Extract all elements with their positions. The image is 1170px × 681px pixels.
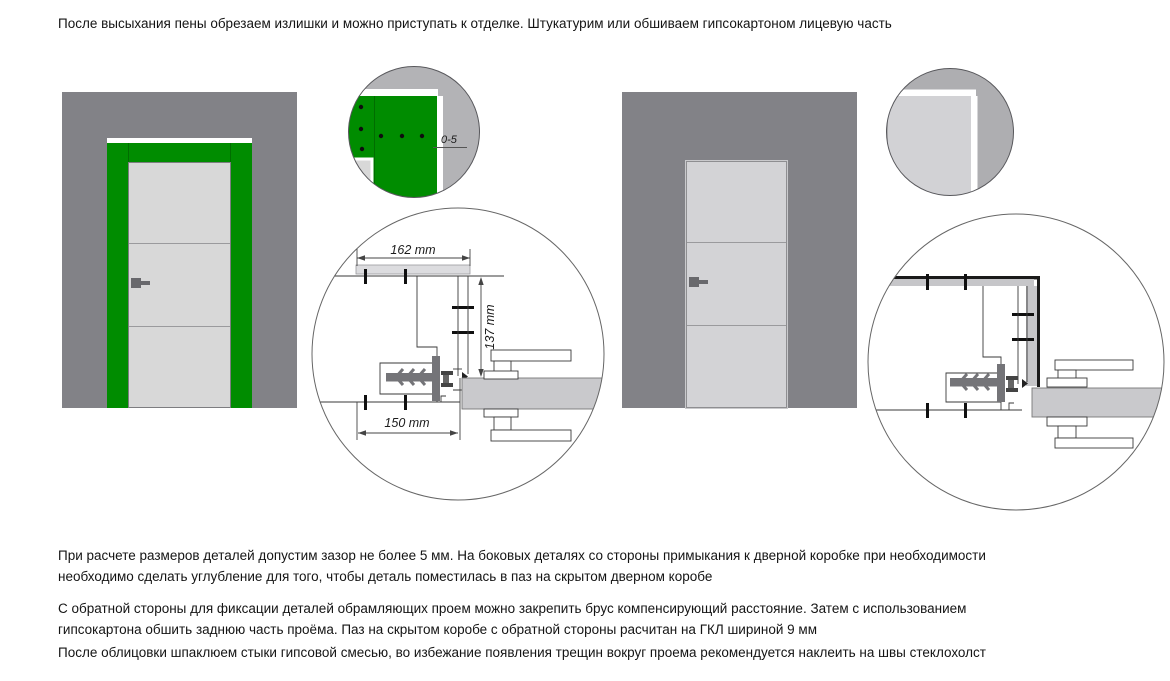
right-extension-bar [231,143,252,408]
cross-section-callout-left [310,206,606,502]
reveal-line-right [971,96,978,200]
cross-section-callout-right [866,212,1166,512]
right-door-figure [622,92,857,408]
door-leaf-corner [347,159,372,185]
leaf-divider [687,325,786,326]
anchor-flange [997,364,1005,402]
corner-detail-callout-left [346,62,482,202]
body-text [58,545,986,663]
text-line: При расчете размеров деталей допустим зазор не более 5 мм. На боковых деталях со стороны примыкания к дверной коробке при необходимости [58,548,986,563]
band-edge-top [884,276,1040,279]
text-line: гипсокартона обшить заднюю часть проёма. Паз на скрытом коробе с обратной стороны расчитан на ГКЛ шириной 9 мм [58,622,817,637]
door-handle-lever [141,281,150,285]
gap-line-right [437,96,443,202]
dimension-label-width-top: 162 mm [390,243,436,257]
drywall-band-top [886,279,1034,286]
door-leaf-section [462,378,604,409]
body-paragraph [58,642,986,663]
anchor-flange [432,356,440,401]
door-leaf [686,161,787,408]
drywall-band-side [1026,286,1037,386]
corner-detail-callout-right [884,64,1016,200]
top-extension-bar [128,143,231,162]
door-handle [131,278,141,288]
leaf-divider [129,326,230,327]
body-paragraph [58,545,986,587]
text-line: После облицовки шпаклюем стыки гипсовой смесью, во избежание появления трещин вокруг проема рекомендуется наклеить на швы стеклохолст [58,645,986,660]
gap-dimension-label: 0-5 [441,134,457,146]
leaf-divider [687,242,786,243]
band-edge-right [1037,276,1040,387]
text-line: необходимо сделать углубление для того, чтобы деталь поместилась в паз на скрытом дверном коробе [58,569,713,584]
body-paragraph [58,598,986,640]
door-handle-lever [699,280,708,284]
dimension-label-width-bottom: 150 mm [384,416,430,430]
leaf-divider [129,243,230,244]
finished-panel [888,96,972,200]
left-extension-bar [107,143,128,408]
left-door-figure [62,92,297,408]
finished-corner-drawing [886,90,978,201]
door-handle [689,277,699,287]
door-leaf-section [1032,388,1162,417]
door-leaf [128,162,231,408]
intro-text: После высыхания пены обрезаем излишки и можно приступать к отделке. Штукатурим или обшиваем гипсокартоном лицевую часть [58,16,892,31]
dimension-label-height: 137 mm [483,304,497,350]
text-line: С обратной стороны для фиксации деталей обрамляющих проем можно закрепить брус компенсирующий расстояние. Затем с использованием [58,601,967,616]
top-extension-panel [375,96,437,202]
extension-panel-section [356,265,470,274]
